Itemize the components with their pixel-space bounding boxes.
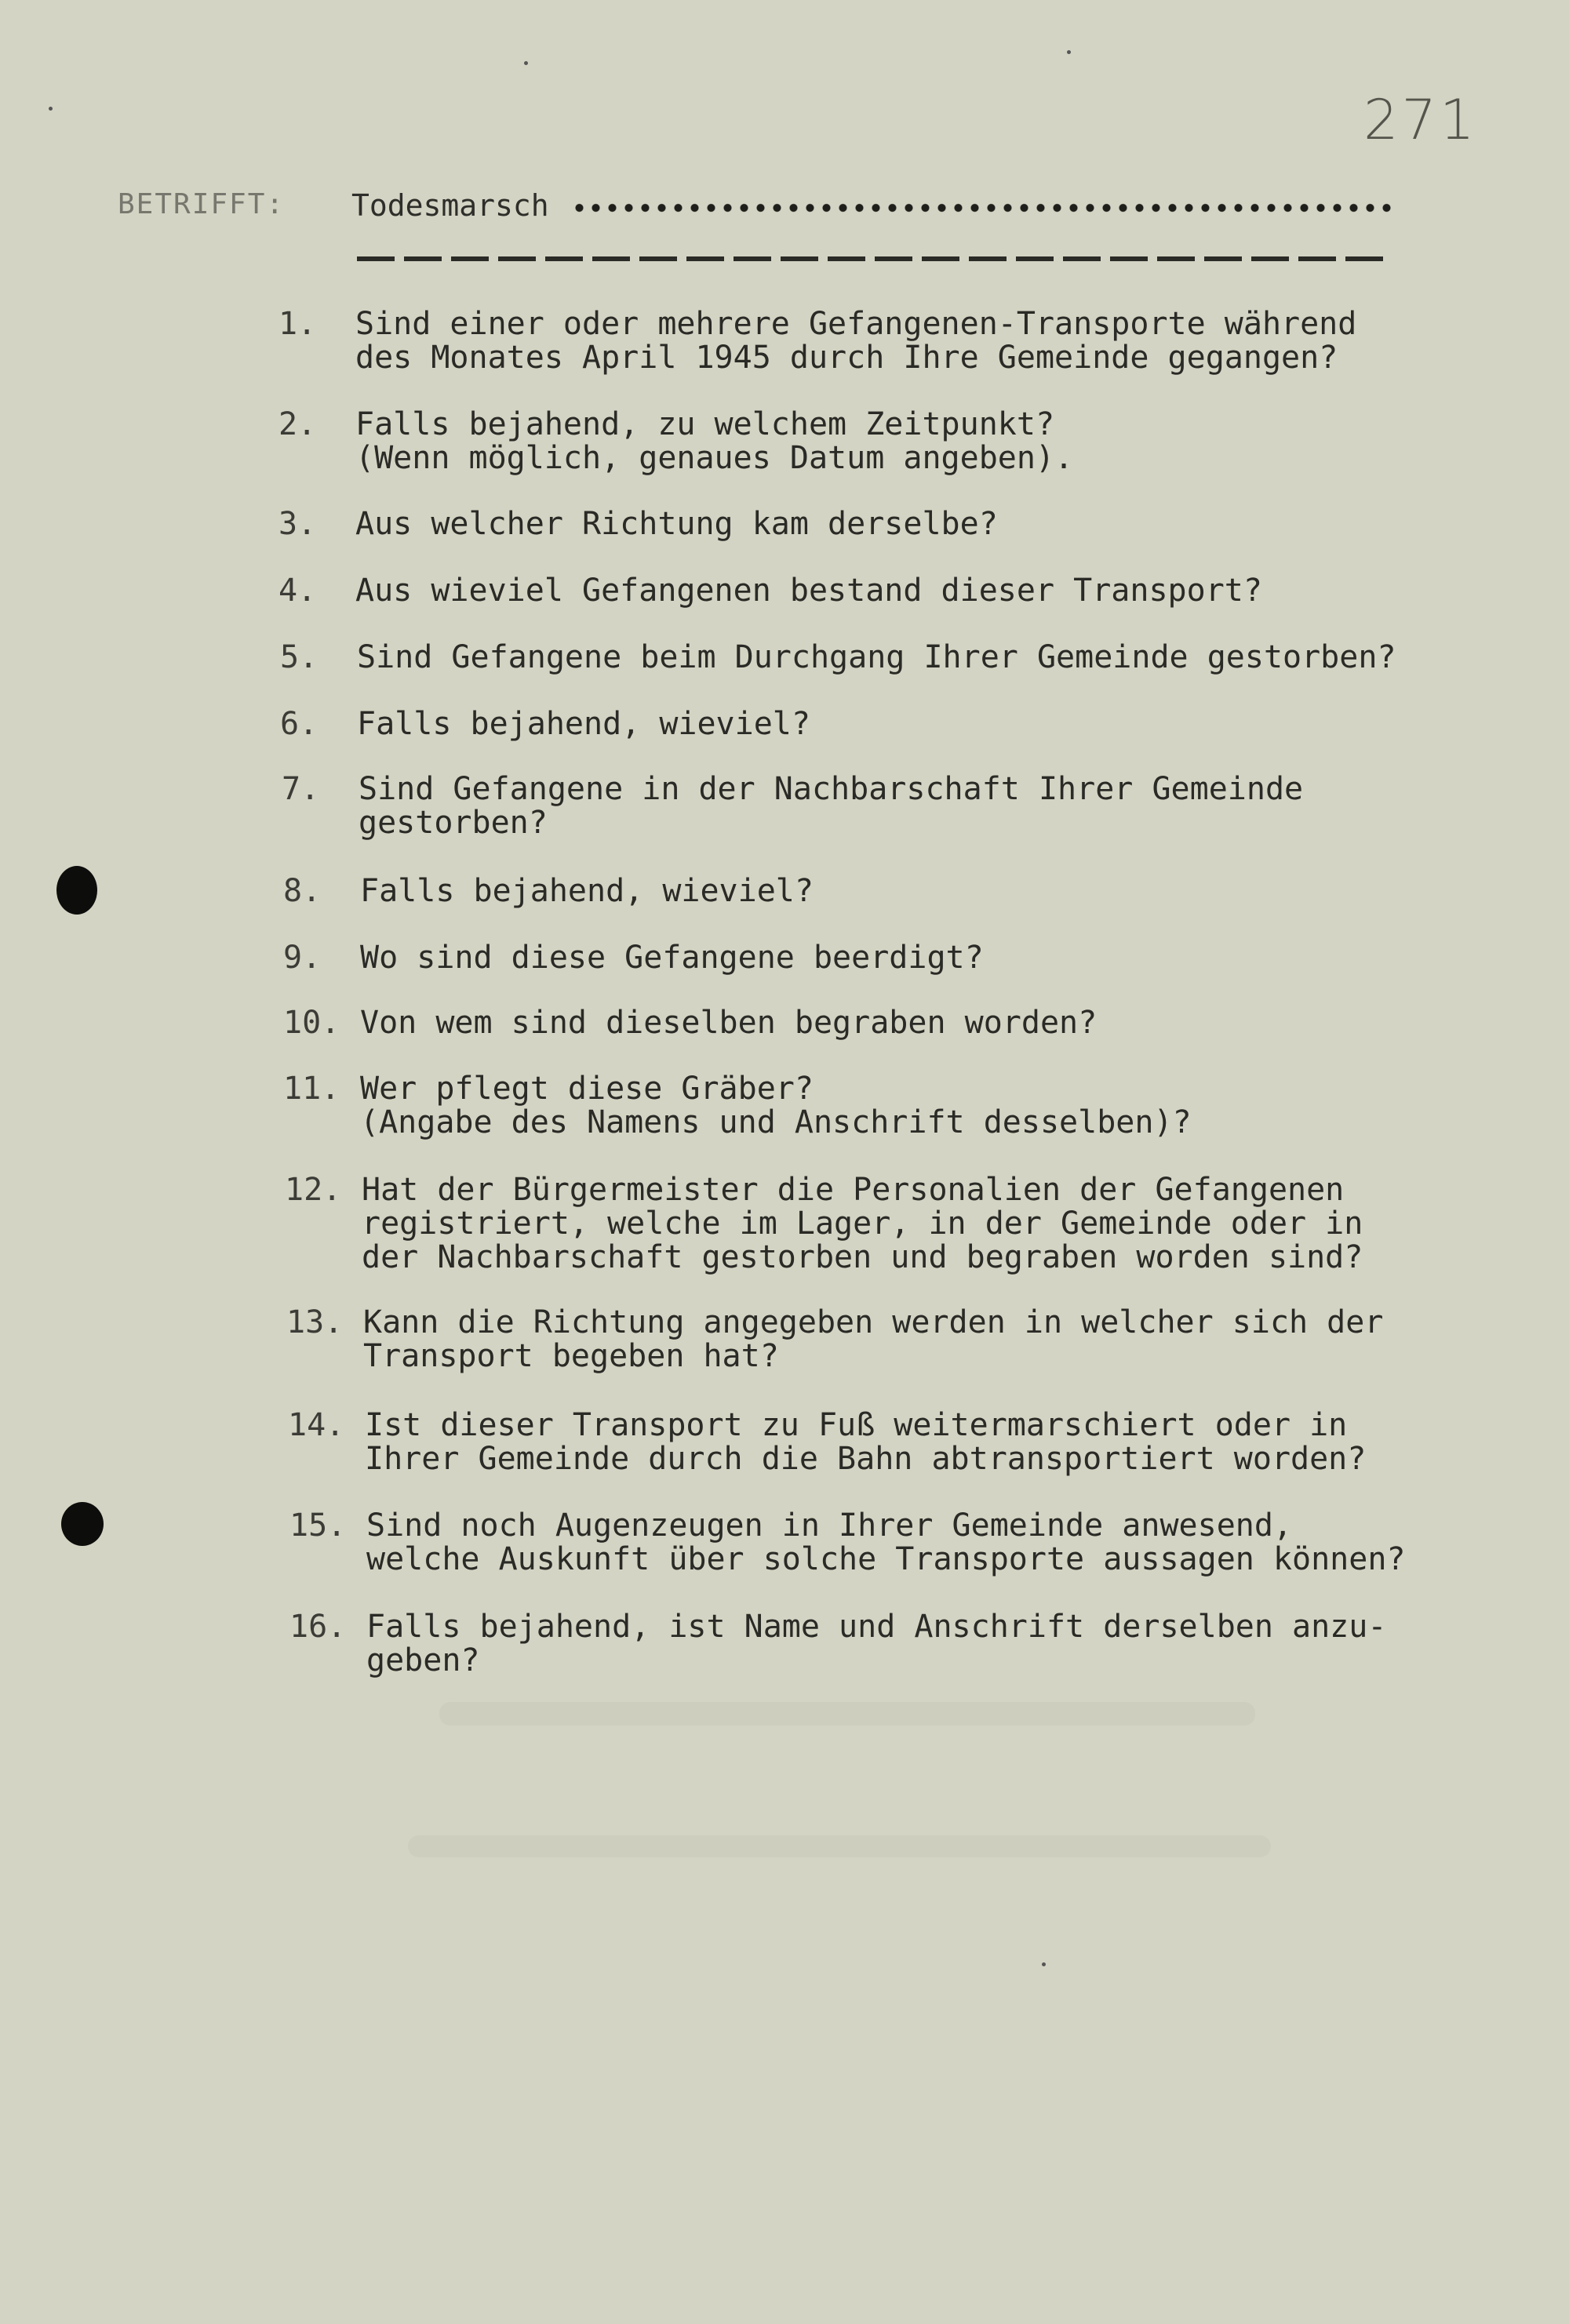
question-text: Transport begeben hat? bbox=[363, 1338, 779, 1374]
question-text: welche Auskunft über solche Transporte aussagen können? bbox=[366, 1541, 1406, 1577]
question-2 bbox=[278, 408, 1073, 475]
question-6 bbox=[280, 707, 810, 741]
question-number: 6. bbox=[280, 706, 319, 742]
bleed-through-smudge bbox=[439, 1702, 1255, 1726]
question-text: Aus wieviel Gefangenen bestand dieser Transport? bbox=[355, 573, 1262, 609]
question-number: 8. bbox=[283, 873, 322, 909]
question-text: Sind einer oder mehrere Gefangenen-Transporte während bbox=[355, 306, 1357, 342]
question-14 bbox=[288, 1409, 1366, 1476]
question-number: 11. bbox=[283, 1071, 340, 1107]
question-9 bbox=[283, 941, 984, 975]
question-text: Ist dieser Transport zu Fuß weitermarschiert oder in bbox=[365, 1407, 1348, 1443]
question-number: 2. bbox=[278, 406, 317, 442]
question-4 bbox=[278, 574, 1262, 608]
question-number: 1. bbox=[278, 306, 317, 342]
question-text: gestorben? bbox=[359, 805, 548, 841]
punch-hole bbox=[61, 1502, 104, 1546]
question-text: Wo sind diese Gefangene beerdigt? bbox=[360, 940, 984, 976]
question-text: Von wem sind dieselben begraben worden? bbox=[360, 1005, 1098, 1041]
speck bbox=[1067, 50, 1071, 54]
question-text: Falls bejahend, ist Name und Anschrift derselben anzu- bbox=[366, 1609, 1387, 1645]
question-text: Sind noch Augenzeugen in Ihrer Gemeinde anwesend, bbox=[366, 1508, 1293, 1544]
question-text: Kann die Richtung angegeben werden in welcher sich der bbox=[363, 1304, 1384, 1340]
question-text: der Nachbarschaft gestorben und begraben worden sind? bbox=[362, 1239, 1363, 1275]
question-text: Falls bejahend, wieviel? bbox=[357, 706, 810, 742]
question-3 bbox=[278, 507, 998, 541]
question-text: (Angabe des Namens und Anschrift desselben)? bbox=[360, 1104, 1192, 1140]
question-7 bbox=[282, 773, 1303, 840]
question-13 bbox=[286, 1306, 1383, 1373]
question-text: Hat der Bürgermeister die Personalien der Gefangenen bbox=[362, 1172, 1345, 1208]
question-text: Ihrer Gemeinde durch die Bahn abtransportiert worden? bbox=[365, 1441, 1367, 1477]
question-number: 5. bbox=[280, 639, 319, 675]
question-text: Sind Gefangene beim Durchgang Ihrer Gemeinde gestorben? bbox=[357, 639, 1396, 675]
subject-label: BETRIFFT: bbox=[118, 188, 286, 220]
question-number: 12. bbox=[285, 1172, 342, 1208]
question-number: 10. bbox=[283, 1005, 340, 1041]
speck bbox=[1042, 1962, 1046, 1966]
question-11 bbox=[283, 1072, 1192, 1140]
question-number: 16. bbox=[289, 1609, 347, 1645]
question-text: Falls bejahend, zu welchem Zeitpunkt? bbox=[355, 406, 1055, 442]
question-16 bbox=[289, 1610, 1386, 1678]
punch-hole bbox=[56, 866, 97, 915]
question-number: 14. bbox=[288, 1407, 345, 1443]
question-text: des Monates April 1945 durch Ihre Gemeinde gegangen? bbox=[355, 340, 1338, 376]
question-15 bbox=[289, 1509, 1406, 1577]
question-text: Falls bejahend, wieviel? bbox=[360, 873, 814, 909]
question-text: (Wenn möglich, genaues Datum angeben). bbox=[355, 440, 1074, 476]
question-10 bbox=[283, 1006, 1097, 1040]
question-number: 7. bbox=[282, 771, 320, 807]
speck bbox=[49, 107, 53, 111]
question-text: registriert, welche im Lager, in der Gemeinde oder in bbox=[362, 1206, 1363, 1242]
question-text: Wer pflegt diese Gräber? bbox=[360, 1071, 814, 1107]
question-text: geben? bbox=[366, 1642, 480, 1678]
subject-title: Todesmarsch bbox=[351, 188, 549, 223]
question-5 bbox=[280, 641, 1396, 675]
question-text: Aus welcher Richtung kam derselbe? bbox=[355, 506, 998, 542]
question-text: Sind Gefangene in der Nachbarschaft Ihrer Gemeinde bbox=[359, 771, 1304, 807]
question-number: 4. bbox=[278, 573, 317, 609]
bleed-through-smudge bbox=[408, 1835, 1271, 1857]
question-number: 9. bbox=[283, 940, 322, 976]
question-8 bbox=[283, 875, 814, 908]
question-12 bbox=[285, 1173, 1363, 1275]
question-number: 3. bbox=[278, 506, 317, 542]
question-1 bbox=[278, 307, 1356, 375]
question-number: 13. bbox=[286, 1304, 344, 1340]
page-number: 271 bbox=[1363, 88, 1478, 152]
question-number: 15. bbox=[289, 1508, 347, 1544]
speck bbox=[524, 61, 528, 65]
